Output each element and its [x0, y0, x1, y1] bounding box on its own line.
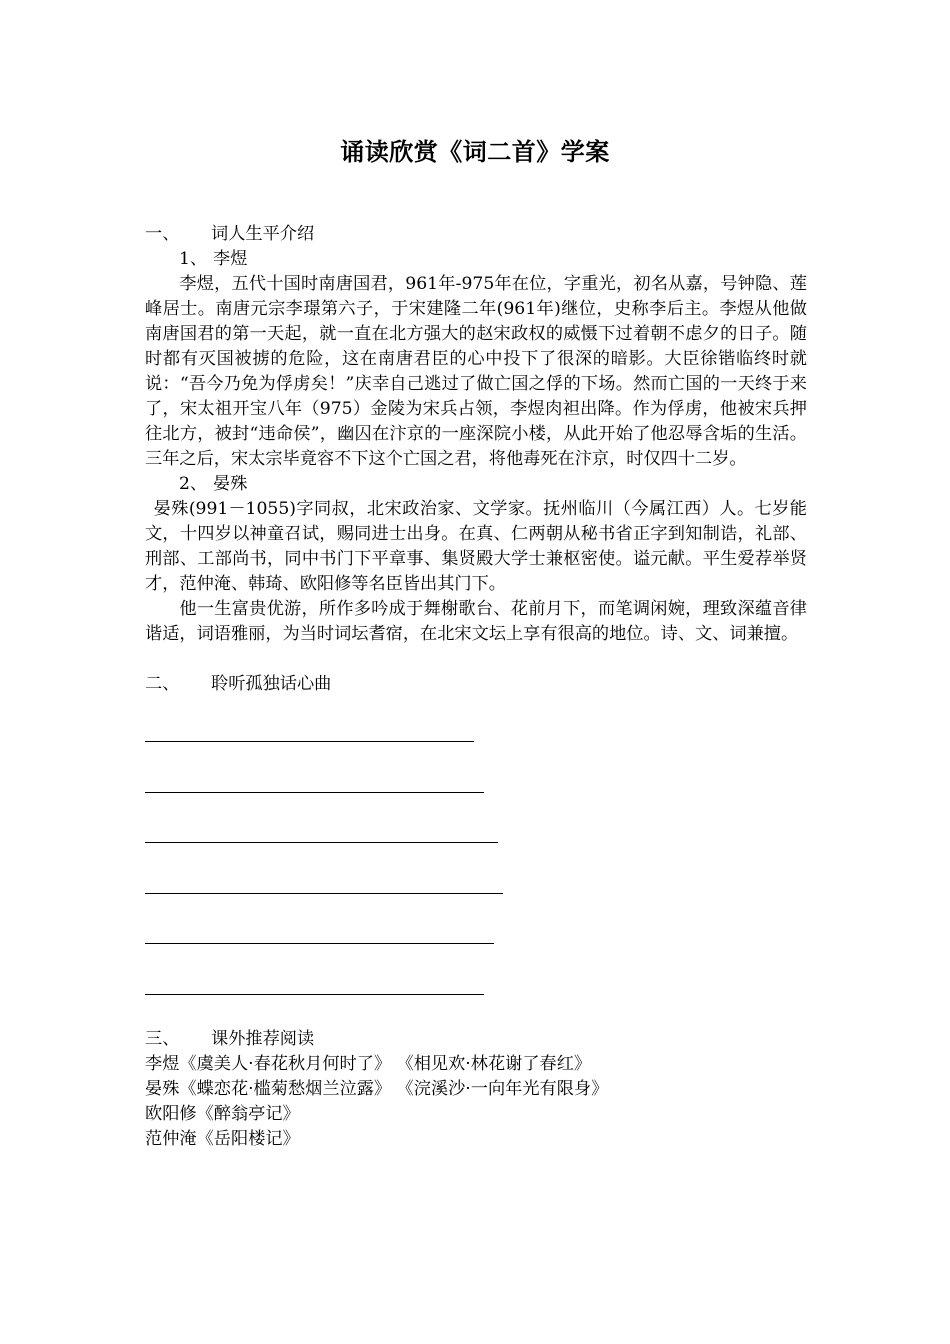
section-1-title: 词人生平介绍	[211, 224, 315, 244]
section-3-number: 三、	[145, 1029, 180, 1049]
li-yu-biography: 李煜，五代十国时南唐国君，961年-975年在位，字重光，初名从嘉，号钟隐、莲峰居士。南唐元宗李璟第六子，于宋建隆二年(961年)继位，史称李后主。李煜从他做南唐国君的第一天起，就一直在北方强大的赵宋政权的威慑下过着朝不虑夕的日子。随时都有灭国被掳的危险，这在南唐君臣的心中投下了很深的暗影。大臣徐锴临终时就说：“吾今乃免为俘虏矣！”庆幸自己逃过了做亡国之俘的下场。然而亡国的一天终于来了，宋太祖开宝八年（975）金陵为宋兵占领，李煜肉袒出降。作为俘虏，他被宋兵押往北方，被封“违命侯”，幽囚在汴京的一座深院小楼，从此开始了他忍辱含垢的生活。三年之后，宋太宗毕竟容不下这个亡国之君，将他毒死在汴京，时仅四十二岁。	[145, 274, 807, 469]
subsection-li-yu-heading	[145, 247, 807, 272]
answer-line[interactable]	[145, 842, 498, 843]
reading-item: 范仲淹《岳阳楼记》	[145, 1129, 300, 1149]
section-2-number: 二、	[145, 674, 180, 694]
section-3-heading	[145, 1027, 807, 1052]
reading-item: 欧阳修《醉翁亭记》	[145, 1104, 300, 1124]
document-body	[145, 222, 807, 1152]
reading-item: 晏殊《蝶恋花·槛菊愁烟兰泣露》 《浣溪沙·一向年光有限身》	[145, 1079, 609, 1099]
section-3-title: 课外推荐阅读	[211, 1029, 315, 1049]
yan-shu-evaluation: 他一生富贵优游，所作多吟成于舞榭歌台、花前月下，而笔调闲婉，理致深蕴音律谐适，词语雅丽，为当时词坛耆宿，在北宋文坛上享有很高的地位。诗、文、词兼擅。	[145, 599, 807, 644]
answer-line[interactable]	[145, 792, 484, 793]
answer-line[interactable]	[145, 994, 484, 995]
answer-lines	[145, 697, 807, 1027]
reading-item: 李煜《虞美人·春花秋月何时了》 《相见欢·林花谢了春红》	[145, 1054, 592, 1074]
section-2-title: 聆听孤独话心曲	[211, 674, 332, 694]
subsection-li-yu-name: 李煜	[213, 249, 248, 269]
subsection-yan-shu-number: 2、	[179, 474, 208, 494]
section-2-heading	[145, 672, 807, 697]
subsection-li-yu-number: 1、	[179, 249, 208, 269]
subsection-yan-shu-name: 晏殊	[213, 474, 248, 494]
yan-shu-biography: 晏殊(991－1055)字同叔，北宋政治家、文学家。抚州临川（今属江西）人。七岁能文，十四岁以神童召试，赐同进士出身。在真、仁两朝从秘书省正字到知制诰，礼部、刑部、工部尚书，同中书门下平章事、集贤殿大学士兼枢密使。谥元献。平生爱荐举贤才，范仲淹、韩琦、欧阳修等名臣皆出其门下。	[145, 499, 807, 594]
answer-line[interactable]	[145, 893, 503, 894]
spacer	[145, 647, 807, 672]
document-title: 诵读欣赏《词二首》学案	[340, 137, 610, 166]
section-1-heading	[145, 222, 807, 247]
answer-line[interactable]	[145, 741, 474, 742]
section-1-number: 一、	[145, 224, 180, 244]
subsection-yan-shu-heading	[145, 472, 807, 497]
answer-line[interactable]	[145, 943, 494, 944]
